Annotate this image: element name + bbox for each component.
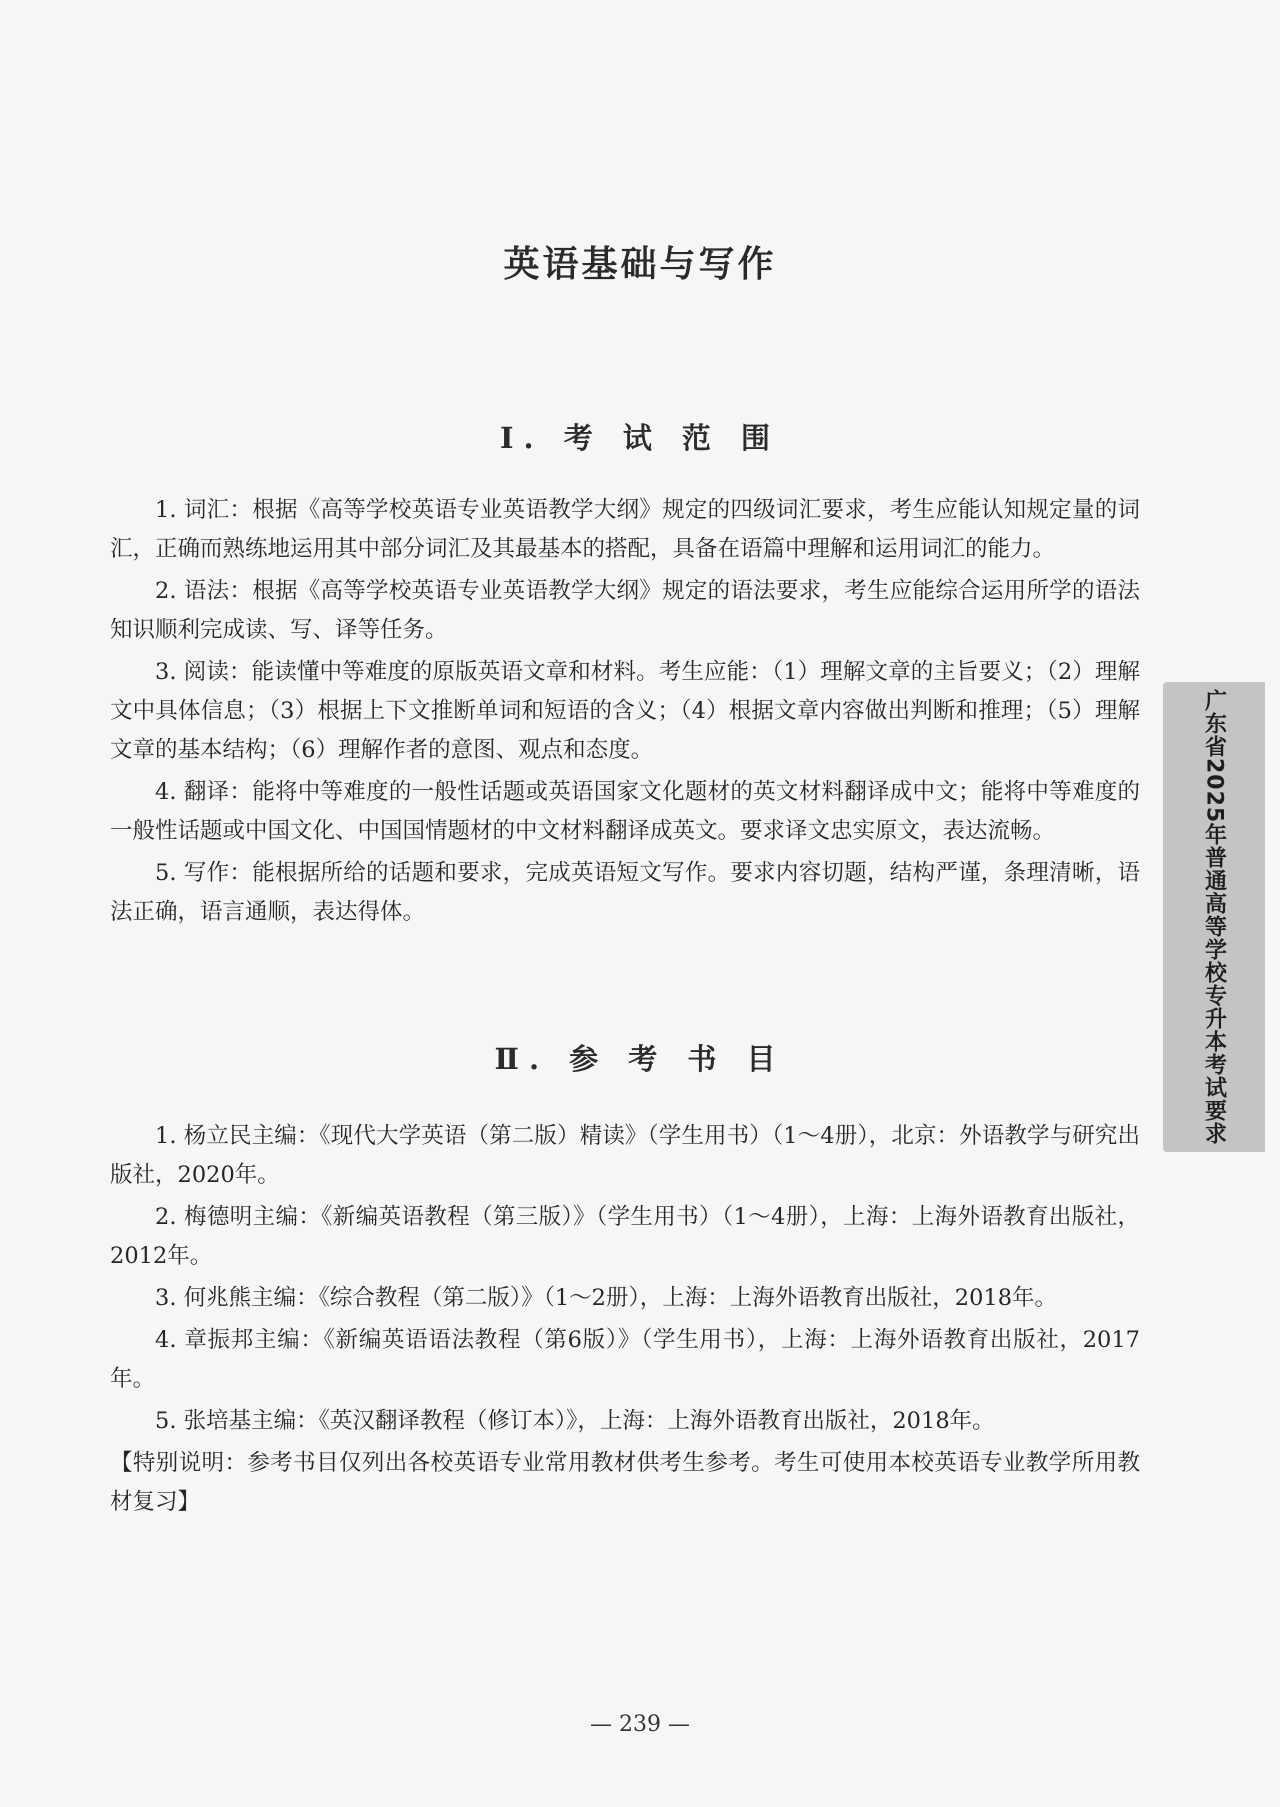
page-title: 英语基础与写作 — [503, 243, 777, 285]
scope-item: 5. 写作：能根据所给的话题和要求，完成英语短文写作。要求内容切题，结构严谨，条理清晰，语法正确，语言通顺，表达得体。 — [110, 860, 1140, 925]
scope-list — [110, 491, 1140, 935]
book-item: 4. 章振邦主编：《新编英语语法教程（第6版）》（学生用书），上海：上海外语教育出版社，2017年。 — [110, 1327, 1140, 1392]
section-heading-books: Ⅱ. 参 考 书 目 — [494, 1042, 786, 1076]
special-note: 【特别说明：参考书目仅列出各校英语专业常用教材供考生参考。考生可使用本校英语专业教学所用教材复习】 — [110, 1450, 1140, 1515]
book-item: 2. 梅德明主编：《新编英语教程（第三版）》（学生用书）（1～4册），上海：上海外语教育出版社，2012年。 — [110, 1204, 1140, 1269]
section-heading-scope: Ⅰ. 考 试 范 围 — [499, 421, 781, 455]
book-item: 1. 杨立民主编：《现代大学英语（第二版）精读》（学生用书）（1～4册），北京：外语教学与研究出版社，2020年。 — [110, 1123, 1140, 1188]
scope-item: 3. 阅读：能读懂中等难度的原版英语文章和材料。考生应能：（1）理解文章的主旨要义；（2）理解文中具体信息；（3）根据上下文推断单词和短语的含义；（4）根据文章内容做出判断和推理；（5）理解文章的基本结构；（6）理解作者的意图、观点和态度。 — [110, 659, 1140, 763]
side-tab-label: 广东省2025年普通高等学校专升本考试要求 — [1201, 688, 1227, 1146]
book-item: 5. 张培基主编：《英汉翻译教程（修订本）》，上海：上海外语教育出版社，2018年。 — [155, 1408, 995, 1434]
books-list — [110, 1117, 1140, 1525]
side-tab — [1163, 682, 1265, 1152]
scope-item: 1. 词汇：根据《高等学校英语专业英语教学大纲》规定的四级词汇要求，考生应能认知规定量的词汇，正确而熟练地运用其中部分词汇及其最基本的搭配，具备在语篇中理解和运用词汇的能力。 — [110, 497, 1140, 562]
book-item: 3. 何兆熊主编：《综合教程（第二版）》（1～2册），上海：上海外语教育出版社，2018年。 — [155, 1285, 1058, 1311]
scope-item: 2. 语法：根据《高等学校英语专业英语教学大纲》规定的语法要求，考生应能综合运用所学的语法知识顺利完成读、写、译等任务。 — [110, 578, 1140, 643]
page-number: — 239 — — [590, 1712, 690, 1737]
scope-item: 4. 翻译：能将中等难度的一般性话题或英语国家文化题材的英文材料翻译成中文；能将中等难度的一般性话题或中国文化、中国国情题材的中文材料翻译成英文。要求译文忠实原文，表达流畅。 — [110, 779, 1140, 844]
